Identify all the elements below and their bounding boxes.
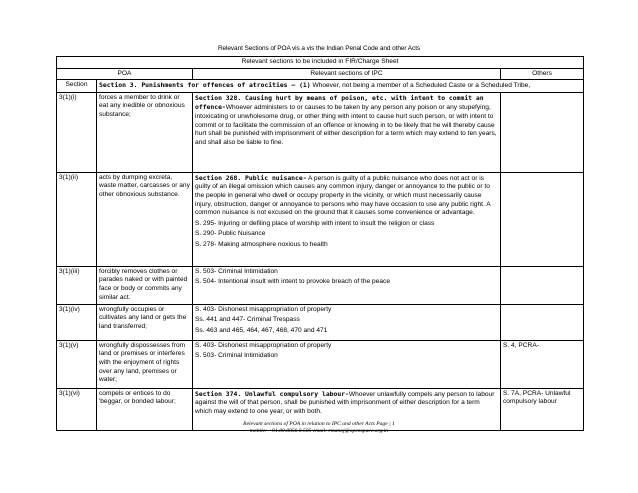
section-title-rest: Whoever, not being a member of a Scheduled Caste or a Scheduled Tribe, [310, 82, 531, 90]
ipc-bold: Section 328. Causing hurt by means of poison, etc. with intent to commit an offence- [195, 93, 484, 112]
row-section: 3(1)(ii) [57, 172, 97, 266]
ipc-extra: S. 503- Criminal Intimidation [195, 352, 278, 360]
section-title-bold: Section 3. Punishments for offences of atrocities – (1) [99, 81, 311, 90]
ipc-text: A person is guilty of a public nuisance who does not act or is guilty of an illegal omission which causes any common injury, danger or annoyance to the public or to the people in general who dwell or occupy property in the vicinity, or which must necessarily cause injury, obstruction, danger or annoyance to persons who may have occasion to use any public right. A common nuisance is not excused on the ground that it causes some convenience or advantage. [195, 174, 491, 217]
table-row [57, 172, 584, 266]
row-section: 3(1)(iv) [57, 304, 97, 340]
ipc-extra: S. 504- Intentional insult with intent to provoke breach of the peace [195, 278, 391, 286]
table-row [57, 92, 584, 172]
ipc-extra: S. 503- Criminal Intimidation [195, 267, 278, 275]
row-ipc [193, 340, 501, 388]
ipc-extra: S. 290- Public Nuisance [195, 230, 266, 238]
header-poa: POA [57, 68, 193, 80]
ipc-extra: S. 278- Making atmosphere noxious to health [195, 240, 328, 248]
row-others: S. 4, PCRA- [501, 340, 584, 388]
row-section: 3(1)(iii) [57, 266, 97, 304]
footer-line-1: Relevant sections of POA in relation to IPC and other Acts Page | 1 [243, 421, 395, 427]
row-poa: acts by dumping excreta, waste matter, carcasses or any other obnoxious substance. [97, 172, 193, 266]
table-super-header: Relevant sections to be included in FIR/Charge Sheet [57, 57, 584, 69]
header-ipc: Relevant sections of IPC [193, 68, 501, 80]
row-others [501, 304, 584, 340]
ipc-extra: S. 295- Injuring or defiling place of worship with intent to insult the religion or class [195, 219, 435, 227]
ipc-extra: Ss. 441 and 447- Criminal Trespass [195, 316, 300, 324]
row-others [501, 92, 584, 172]
poa-ipc-table [56, 56, 584, 431]
row-section: 3(1)(v) [57, 340, 97, 388]
row-ipc [193, 266, 501, 304]
row-others: S. 7A, PCRA- Unlawful compulsory labour [501, 388, 584, 430]
page-title: Relevant Sections of POA vis a vis the Indian Penal Code and other Acts [217, 45, 421, 52]
table-row [57, 340, 584, 388]
footer-line-2: mobile: +91.80.8856.6.505 email: rmanoj@openspace.org.in [249, 428, 389, 434]
row-section: 3(1)(i) [57, 92, 97, 172]
row-ipc [193, 304, 501, 340]
ipc-extra: Ss. 463 and 465, 464, 467, 468, 470 and 471 [195, 326, 328, 334]
row-poa: forces a member to drink or eat any inedible or obnoxious substance; [97, 92, 193, 172]
section-title [97, 80, 584, 93]
row-others [501, 172, 584, 266]
header-others: Others [501, 68, 584, 80]
row-poa: wrongfully occupies or cultivates any land or gets the land transferred; [97, 304, 193, 340]
ipc-text: Whoever unlawfully compels any person to labour against the will of that person, shall be punished with imprisonment of either description for a term which may extend to one year, or with both. [195, 390, 495, 415]
ipc-extra: S. 403- Dishonest misappropriation of property [195, 305, 332, 313]
page-footer [0, 421, 638, 435]
row-poa: forcibly removes clothes or parades naked or with painted face or body or commits any similar act. [97, 266, 193, 304]
ipc-text: Whoever administers to or causes to be taken by any person any poison or any stupefying, intoxicating or unwholesome drug, or other thing with intent to cause hurt such person, or with intent to commit or to facilitate the commission of an offence or knowing in to be likely that he will thereby cause hurt shall be punished with imprisonment of either description for a term which may extend to ten years, and shall also be liable to fine. [195, 104, 497, 146]
ipc-bold: Section 374. Unlawful compulsory labour- [195, 389, 349, 398]
row-poa: compels or entices to do 'beggar, or bonded labour; [97, 388, 193, 430]
table-row [57, 304, 584, 340]
table-row [57, 266, 584, 304]
ipc-bold: Section 268. Public nuisance- [195, 173, 307, 182]
ipc-extra: S. 403- Dishonest misappropriation of property [195, 341, 332, 349]
row-ipc [193, 92, 501, 172]
row-ipc [193, 172, 501, 266]
row-others [501, 266, 584, 304]
row-section: 3(1)(vi) [57, 388, 97, 430]
row-poa: wrongfully dispossesses from land or premises or interferes with the enjoyment of rights over any land, premises or water; [97, 340, 193, 388]
section-label: Section [57, 80, 97, 93]
